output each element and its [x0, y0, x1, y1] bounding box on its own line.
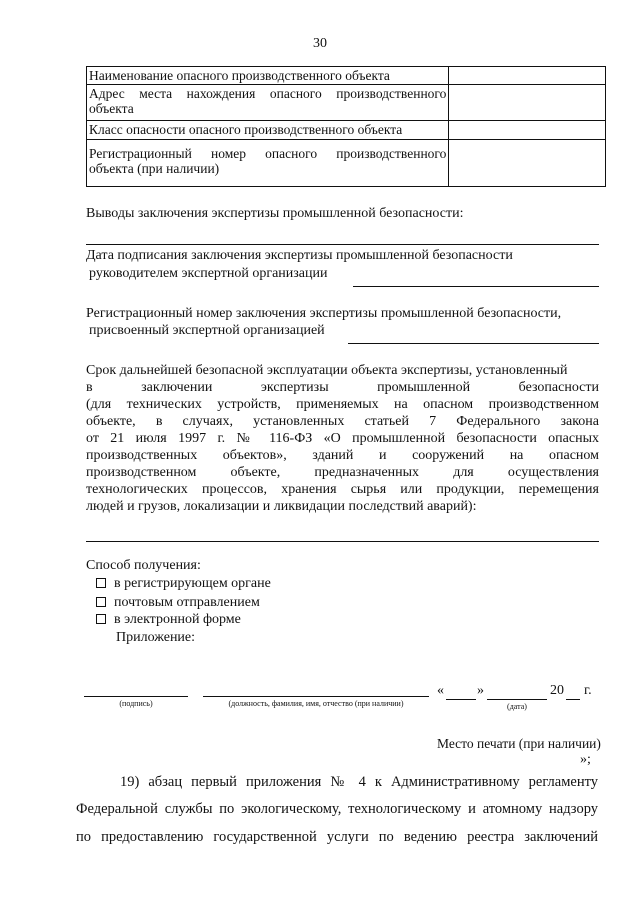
table-row: [87, 85, 606, 121]
caption-sign: (подпись): [119, 699, 153, 708]
quote-close: »: [477, 683, 484, 698]
fill-line: [86, 541, 599, 542]
receipt-option[interactable]: [96, 612, 241, 628]
reg-number-line2: присвоенный экспертной организацией: [89, 323, 325, 338]
receipt-option-label: почтовым отправлением: [114, 595, 260, 610]
object-table: [86, 66, 606, 187]
term-line: технологических процессов, хранения сырья или продукции, перемещения: [86, 482, 599, 497]
day-line: [446, 699, 476, 700]
table-row: [87, 140, 606, 187]
table-cell-value: [449, 85, 606, 121]
term-line: объекте, в случаях, установленных статьей 7 Федерального закона: [86, 414, 599, 429]
attachment-label: Приложение:: [116, 630, 196, 645]
year-suffix: г.: [584, 683, 592, 698]
table-cell-label: Наименование опасного производственного объекта: [87, 67, 449, 85]
term-line: от 21 июля 1997 г. № 116-ФЗ «О промышленной безопасности опасных: [86, 431, 599, 446]
item19-line: по предоставлению государственной услуги по ведению реестра заключений: [76, 829, 598, 845]
month-line: [487, 699, 547, 700]
receipt-option[interactable]: [96, 595, 260, 611]
receipt-title: Способ получения:: [86, 558, 201, 573]
table-cell-value: [449, 140, 606, 187]
quote-open: «: [437, 683, 444, 698]
term-line: Срок дальнейшей безопасной эксплуатации объекта экспертизы, установленный: [86, 363, 568, 378]
caption-date: (дата): [507, 702, 527, 711]
signing-date-line2: руководителем экспертной организации: [89, 266, 328, 281]
table-cell-value: [449, 121, 606, 140]
checkbox[interactable]: [96, 578, 106, 588]
receipt-option-label: в электронной форме: [114, 612, 241, 627]
signing-date-line1: Дата подписания заключения экспертизы промышленной безопасности: [86, 248, 513, 263]
table-row: [87, 121, 606, 140]
term-line: производственном объекте, предназначенных для осуществления: [86, 465, 599, 480]
item19-line: 19) абзац первый приложения № 4 к Административному регламенту: [120, 774, 598, 790]
fill-line: [86, 244, 599, 245]
table-cell-label: Адрес места нахождения опасного производственного объекта: [87, 85, 449, 121]
term-paragraph: [86, 362, 599, 515]
table-cell-value: [449, 67, 606, 85]
term-line: производственных объектов», зданий и сооружений на опасном: [86, 448, 599, 463]
page-number: 30: [313, 36, 327, 51]
table-cell-label: Регистрационный номер опасного производственного объекта (при наличии): [87, 140, 449, 187]
receipt-option[interactable]: [96, 576, 271, 592]
table-cell-label: Класс опасности опасного производственного объекта: [87, 121, 449, 140]
conclusions-label: Выводы заключения экспертизы промышленной безопасности:: [86, 206, 464, 221]
checkbox[interactable]: [96, 614, 106, 624]
fill-line: [353, 286, 599, 287]
checkbox[interactable]: [96, 597, 106, 607]
receipt-option-label: в регистрирующем органе: [114, 576, 271, 591]
fill-line: [348, 343, 599, 344]
term-line: (для технических устройств, применяемых на опасном производственном: [86, 397, 599, 412]
year-prefix: 20: [550, 683, 564, 698]
position-line: [203, 696, 429, 697]
closing-quote: »;: [580, 752, 591, 767]
item19-line: Федеральной службы по экологическому, технологическому и атомному надзору: [76, 801, 598, 817]
table-row: [87, 67, 606, 85]
reg-number-line1: Регистрационный номер заключения экспертизы промышленной безопасности,: [86, 306, 562, 321]
term-line: людей и грузов, локализации и ликвидации последствий аварий):: [86, 499, 477, 514]
caption-position: (должность, фамилия, имя, отчество (при наличии): [228, 699, 404, 708]
term-line: в заключении экспертизы промышленной безопасности: [86, 380, 599, 395]
signature-line: [84, 696, 188, 697]
stamp-label: Место печати (при наличии): [437, 736, 601, 751]
year-line: [566, 699, 580, 700]
